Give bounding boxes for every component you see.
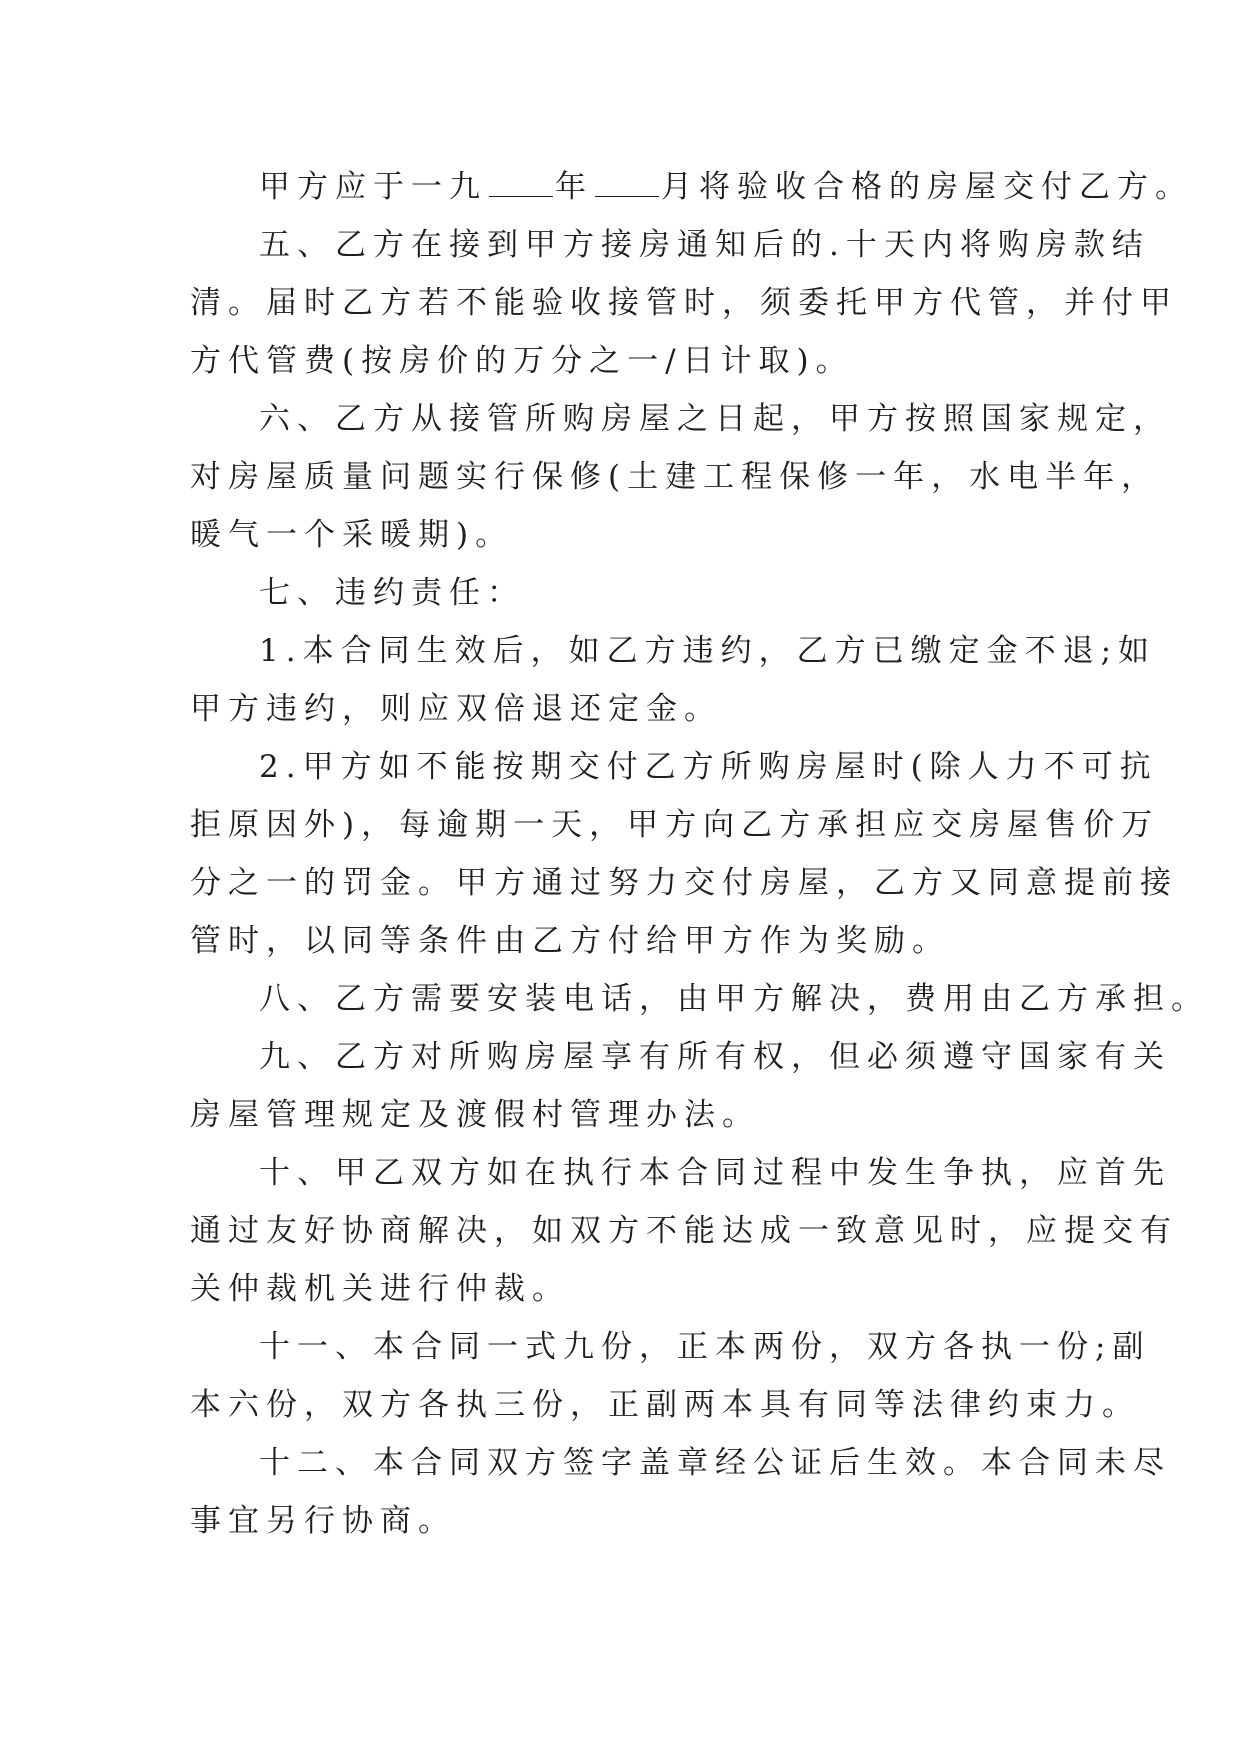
paragraph-line: 五、乙方在接到甲方接房通知后的.十天内将购房款结 bbox=[259, 227, 1150, 263]
paragraph-line: 十一、本合同一式九份，正本两份，双方各执一份;副 bbox=[259, 1329, 1151, 1365]
year-blank bbox=[489, 174, 553, 197]
paragraph-line: 八、乙方需要安装电话，由甲方解决，费用由乙方承担。 bbox=[259, 981, 1209, 1017]
paragraph-line: 房屋管理规定及渡假村管理办法。 bbox=[190, 1097, 760, 1133]
paragraph-line: 拒原因外)，每逾期一天，甲方向乙方承担应交房屋售价万 bbox=[190, 807, 1160, 843]
paragraph-line: 1.本合同生效后，如乙方违约，乙方已缴定金不退;如 bbox=[259, 633, 1157, 669]
paragraph-line: 九、乙方对所购房屋享有所有权，但必须遵守国家有关 bbox=[259, 1039, 1171, 1075]
paragraph-line: 十、甲乙双方如在执行本合同过程中发生争执，应首先 bbox=[259, 1155, 1171, 1191]
paragraph-line: 2.甲方如不能按期交付乙方所购房屋时(除人力不可抗 bbox=[259, 749, 1158, 785]
paragraph-line: 清。届时乙方若不能验收接管时，须委托甲方代管，并付甲 bbox=[190, 285, 1178, 321]
paragraph-line: 关仲裁机关进行仲裁。 bbox=[190, 1271, 570, 1307]
delivery-text-year: 年 bbox=[555, 169, 593, 205]
clause-7-heading bbox=[190, 564, 1190, 622]
clause-5 bbox=[190, 216, 1190, 390]
paragraph-line: 事宜另行协商。 bbox=[190, 1503, 456, 1539]
delivery-date-line bbox=[190, 158, 1193, 216]
clause-8 bbox=[190, 970, 1209, 1028]
clause-11 bbox=[190, 1318, 1190, 1434]
paragraph-line: 七、违约责任： bbox=[259, 575, 525, 611]
clause-12 bbox=[190, 1434, 1190, 1550]
month-blank bbox=[595, 174, 659, 197]
clause-7-item-2 bbox=[190, 738, 1190, 970]
delivery-text-start: 甲方应于一九 bbox=[259, 169, 487, 205]
contract-body bbox=[190, 158, 1209, 1550]
clause-6 bbox=[190, 390, 1190, 564]
delivery-text-end: 月将验收合格的房屋交付乙方。 bbox=[661, 169, 1193, 205]
paragraph-line: 暖气一个采暖期)。 bbox=[190, 517, 514, 553]
paragraph-line: 十二、本合同双方签字盖章经公证后生效。本合同未尽 bbox=[259, 1445, 1171, 1481]
clause-10 bbox=[190, 1144, 1190, 1318]
paragraph-line: 通过友好协商解决，如双方不能达成一致意见时，应提交有 bbox=[190, 1213, 1178, 1249]
clause-9 bbox=[190, 1028, 1190, 1144]
paragraph-line: 管时，以同等条件由乙方付给甲方作为奖励。 bbox=[190, 923, 950, 959]
paragraph-line: 分之一的罚金。甲方通过努力交付房屋，乙方又同意提前接 bbox=[190, 865, 1178, 901]
paragraph-line: 方代管费(按房价的万分之一/日计取)。 bbox=[190, 343, 854, 379]
paragraph-line: 甲方违约，则应双倍退还定金。 bbox=[190, 691, 722, 727]
clause-7-item-1 bbox=[190, 622, 1190, 738]
paragraph-line: 本六份，双方各执三份，正副两本具有同等法律约束力。 bbox=[190, 1387, 1140, 1423]
paragraph-line: 对房屋质量问题实行保修(土建工程保修一年，水电半年， bbox=[190, 459, 1160, 495]
paragraph-line: 六、乙方从接管所购房屋之日起，甲方按照国家规定， bbox=[259, 401, 1171, 437]
